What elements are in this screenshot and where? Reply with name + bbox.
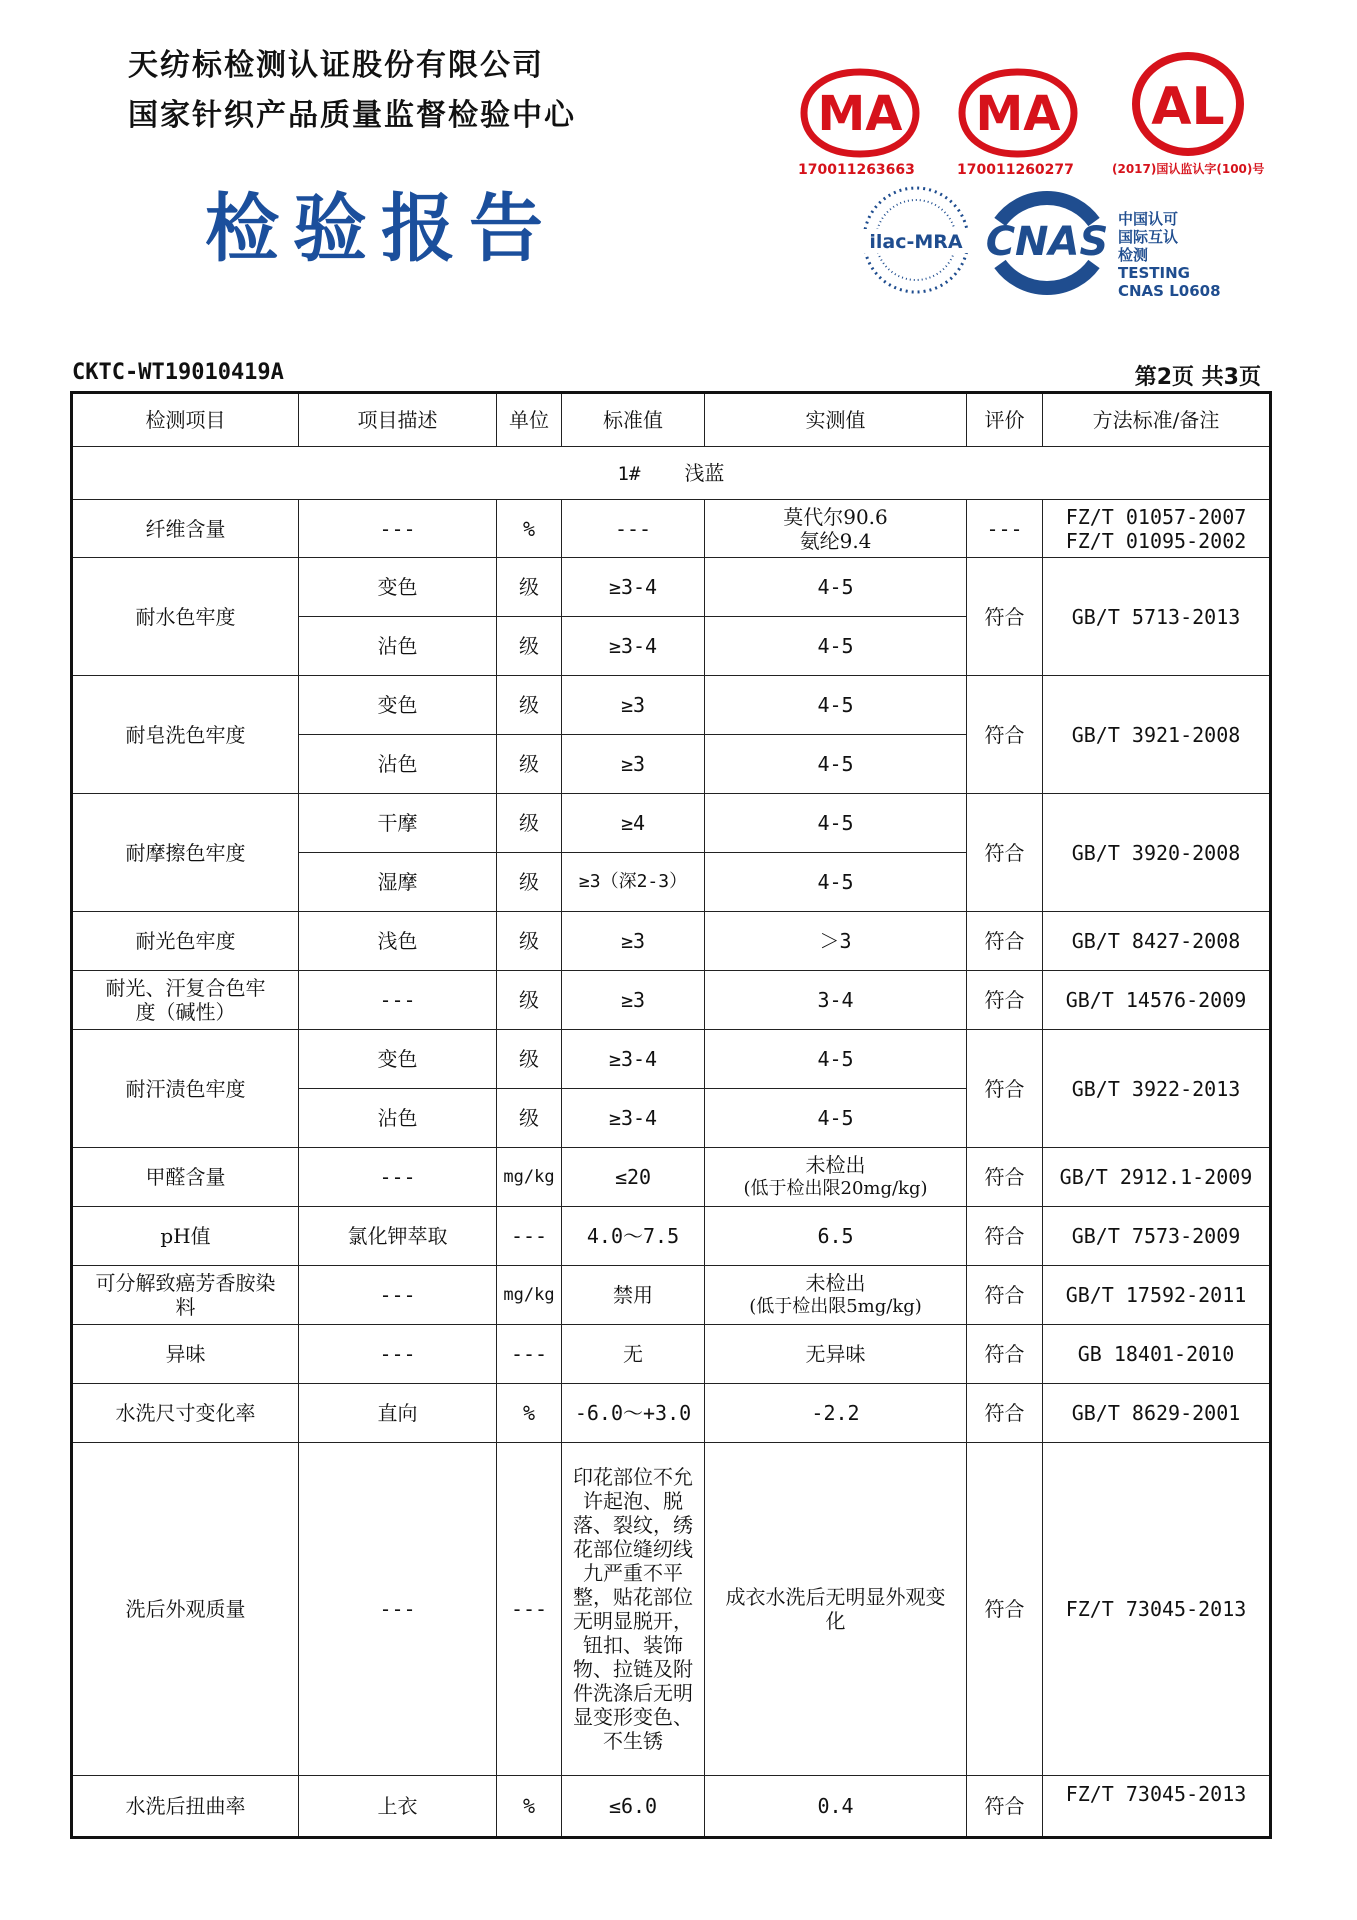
std-line: 印花部位不允 [573, 1465, 693, 1489]
method-line: FZ/T 01057-2007 [1065, 504, 1247, 529]
measured-cell: 4-5 [705, 735, 967, 794]
unit-cell: % [497, 500, 562, 558]
desc-cell: --- [299, 500, 497, 558]
std-line: 花部位缝纫线 [573, 1537, 693, 1561]
measured-cell: 6.5 [705, 1207, 967, 1266]
item-line: 料 [175, 1295, 196, 1319]
method-cell [1043, 500, 1271, 558]
std-line: 不生锈 [603, 1729, 663, 1753]
std-cell: ≥4 [562, 794, 705, 853]
table-header-row [72, 393, 1271, 447]
item-line: 耐光、汗复合色牢 [105, 976, 266, 1000]
table-row [72, 971, 1271, 1030]
desc-cell: --- [299, 971, 497, 1030]
item-cell: 洗后外观质量 [72, 1443, 299, 1776]
unit-cell: 级 [497, 558, 562, 617]
cal-seal-text: AL [1151, 77, 1225, 137]
header-cell: 实测值 [705, 393, 967, 447]
unit-cell: % [497, 1384, 562, 1443]
std-cell: -6.0～+3.0 [562, 1384, 705, 1443]
eval-cell: 符合 [967, 1776, 1043, 1838]
std-cell: 4.0～7.5 [562, 1207, 705, 1266]
std-line: 许起泡、脱 [583, 1489, 683, 1513]
measured-line: 莫代尔90.6 [783, 504, 888, 529]
eval-cell: 符合 [967, 1443, 1043, 1776]
measured-line: (低于检出限20mg/kg) [743, 1178, 928, 1199]
ilac-mra-icon [858, 182, 974, 298]
eval-cell: 符合 [967, 1384, 1043, 1443]
measured-cell: -2.2 [705, 1384, 967, 1443]
item-cell: 耐摩擦色牢度 [72, 794, 299, 912]
table-row [72, 1384, 1271, 1443]
std-cell: ≥3 [562, 735, 705, 794]
eval-cell: 符合 [967, 1266, 1043, 1325]
table-row [72, 912, 1271, 971]
measured-line: 氨纶9.4 [799, 528, 872, 553]
std-line: 落、裂纹，绣 [573, 1513, 693, 1537]
item-cell [72, 1266, 299, 1325]
method-line: FZ/T 01095-2002 [1065, 528, 1247, 553]
unit-cell: 级 [497, 1030, 562, 1089]
std-cell: ≥3-4 [562, 617, 705, 676]
measured-line: 化 [825, 1609, 846, 1633]
ma-seal-icon [958, 68, 1078, 158]
org-name-line1: 天纺标检测认证股份有限公司 [128, 48, 544, 83]
desc-cell: 沾色 [299, 735, 497, 794]
cnas-desc-line: 中国认可 [1118, 210, 1179, 228]
ma-seal-text-2: MA [975, 86, 1061, 142]
measured-line: 成衣水洗后无明显外观变 [725, 1585, 946, 1609]
std-cell: ≥3 [562, 971, 705, 1030]
unit-cell: 级 [497, 853, 562, 912]
unit-cell: 级 [497, 971, 562, 1030]
desc-cell: 湿摩 [299, 853, 497, 912]
ma-seal-icon [800, 68, 920, 158]
std-line: 显变形变色、 [573, 1705, 693, 1729]
header-cell: 检测项目 [72, 393, 299, 447]
measured-cell [705, 1148, 967, 1207]
std-cell: ≥3-4 [562, 1089, 705, 1148]
eval-cell: 符合 [967, 1207, 1043, 1266]
std-cell: 无 [562, 1325, 705, 1384]
desc-cell: --- [299, 1443, 497, 1776]
unit-cell: mg/kg [497, 1148, 562, 1207]
std-cell: --- [562, 500, 705, 558]
cnas-desc-line: 国际互认 [1118, 228, 1179, 246]
cnas-text: CNAS [985, 219, 1109, 265]
method-cell: GB/T 8427-2008 [1043, 912, 1271, 971]
method-cell: FZ/T 73045-2013 [1043, 1776, 1271, 1838]
std-cell: ≥3 [562, 676, 705, 735]
measured-cell [705, 1443, 967, 1776]
method-cell: GB/T 3920-2008 [1043, 794, 1271, 912]
ma-seal-text-1: MA [817, 86, 903, 142]
cal-seal-icon [1130, 50, 1246, 158]
unit-cell: 级 [497, 676, 562, 735]
item-cell: 耐汗渍色牢度 [72, 1030, 299, 1148]
eval-cell: --- [967, 500, 1043, 558]
measured-cell [705, 1266, 967, 1325]
cnas-desc-line: TESTING [1118, 264, 1190, 282]
measured-cell: 4-5 [705, 794, 967, 853]
std-cell: ≥3-4 [562, 1030, 705, 1089]
item-cell [72, 971, 299, 1030]
report-title: 检验报告 [205, 186, 557, 272]
std-line: 整，贴花部位 [573, 1585, 693, 1609]
measured-cell: 0.4 [705, 1776, 967, 1838]
desc-cell: 变色 [299, 676, 497, 735]
std-cell: 禁用 [562, 1266, 705, 1325]
unit-cell: 级 [497, 617, 562, 676]
method-cell: FZ/T 73045-2013 [1043, 1443, 1271, 1776]
method-cell: GB/T 3921-2008 [1043, 676, 1271, 794]
measured-line: (低于检出限5mg/kg) [749, 1296, 922, 1317]
page-info: 第2页 共3页 [1134, 365, 1261, 390]
measured-cell: ＞3 [705, 912, 967, 971]
cnas-desc-line: CNAS L0608 [1118, 282, 1221, 300]
report-table [70, 391, 1272, 1839]
desc-cell: 浅色 [299, 912, 497, 971]
method-cell: GB/T 14576-2009 [1043, 971, 1271, 1030]
eval-cell: 符合 [967, 1325, 1043, 1384]
method-cell: GB/T 3922-2013 [1043, 1030, 1271, 1148]
desc-cell: 干摩 [299, 794, 497, 853]
measured-cell: 4-5 [705, 853, 967, 912]
item-cell: 异味 [72, 1325, 299, 1384]
table-row [72, 500, 1271, 558]
org-name-line2: 国家针织产品质量监督检验中心 [128, 98, 576, 133]
unit-cell: mg/kg [497, 1266, 562, 1325]
cnas-desc-line: 检测 [1118, 246, 1149, 264]
measured-cell: 无异味 [705, 1325, 967, 1384]
item-line: 度（碱性） [135, 1000, 236, 1024]
table-row [72, 1325, 1271, 1384]
desc-cell: 变色 [299, 1030, 497, 1089]
std-line: 九严重不平 [583, 1561, 683, 1585]
measured-line: 未检出 [805, 1271, 866, 1295]
std-cell: ≥3-4 [562, 558, 705, 617]
sample-row [72, 447, 1271, 500]
unit-cell: --- [497, 1443, 562, 1776]
desc-cell: 氯化钾萃取 [299, 1207, 497, 1266]
eval-cell: 符合 [967, 676, 1043, 794]
item-cell: 纤维含量 [72, 500, 299, 558]
eval-cell: 符合 [967, 558, 1043, 676]
unit-cell: 级 [497, 735, 562, 794]
std-cell: ≥3 [562, 912, 705, 971]
std-cell: ≥3（深2-3） [562, 853, 705, 912]
cnas-description [1118, 210, 1221, 300]
header-cell: 单位 [497, 393, 562, 447]
std-line: 物、拉链及附 [573, 1657, 693, 1681]
document-number: CKTC-WT19010419A [72, 360, 284, 385]
eval-cell: 符合 [967, 912, 1043, 971]
unit-cell: 级 [497, 1089, 562, 1148]
item-cell: 耐光色牢度 [72, 912, 299, 971]
desc-cell: 上衣 [299, 1776, 497, 1838]
header-cell: 评价 [967, 393, 1043, 447]
cnas-icon [982, 182, 1112, 302]
measured-line: 未检出 [805, 1153, 866, 1177]
table-row [72, 1030, 1271, 1089]
std-cell: ≤20 [562, 1148, 705, 1207]
measured-cell: 4-5 [705, 1089, 967, 1148]
ma-reg-no-2: 170011260277 [957, 162, 1074, 178]
measured-cell: 4-5 [705, 676, 967, 735]
desc-cell: --- [299, 1148, 497, 1207]
table-row [72, 1148, 1271, 1207]
header-cell: 项目描述 [299, 393, 497, 447]
table-row [72, 1776, 1271, 1838]
item-cell: 甲醛含量 [72, 1148, 299, 1207]
table-row [72, 1207, 1271, 1266]
header-cell: 方法标准/备注 [1043, 393, 1271, 447]
std-line: 钮扣、装饰 [583, 1633, 683, 1657]
measured-cell [705, 500, 967, 558]
method-cell: GB/T 5713-2013 [1043, 558, 1271, 676]
method-cell: GB 18401-2010 [1043, 1325, 1271, 1384]
unit-cell: --- [497, 1325, 562, 1384]
unit-cell: % [497, 1776, 562, 1838]
item-cell: 水洗尺寸变化率 [72, 1384, 299, 1443]
table-row [72, 676, 1271, 735]
desc-cell: 沾色 [299, 1089, 497, 1148]
measured-cell: 4-5 [705, 1030, 967, 1089]
measured-cell: 4-5 [705, 617, 967, 676]
method-cell: GB/T 7573-2009 [1043, 1207, 1271, 1266]
item-cell: 耐水色牢度 [72, 558, 299, 676]
method-cell: GB/T 2912.1-2009 [1043, 1148, 1271, 1207]
eval-cell: 符合 [967, 1148, 1043, 1207]
desc-cell: 变色 [299, 558, 497, 617]
item-line: 可分解致癌芳香胺染 [95, 1271, 276, 1295]
header-cell: 标准值 [562, 393, 705, 447]
desc-cell: --- [299, 1325, 497, 1384]
item-cell: 耐皂洗色牢度 [72, 676, 299, 794]
std-cell [562, 1443, 705, 1776]
measured-cell: 4-5 [705, 558, 967, 617]
item-cell: 水洗后扭曲率 [72, 1776, 299, 1838]
ilac-mra-text: ilac-MRA [869, 231, 963, 253]
eval-cell: 符合 [967, 1030, 1043, 1148]
ma-reg-no-1: 170011263663 [798, 162, 915, 178]
unit-cell: 级 [497, 912, 562, 971]
std-line: 件洗涤后无明 [573, 1681, 693, 1705]
unit-cell: --- [497, 1207, 562, 1266]
eval-cell: 符合 [967, 971, 1043, 1030]
method-cell: GB/T 8629-2001 [1043, 1384, 1271, 1443]
sample-id: 1# [617, 462, 641, 485]
cal-reg-no: (2017)国认监认字(100)号 [1112, 162, 1265, 176]
table-row [72, 1443, 1271, 1776]
sample-color: 浅蓝 [684, 460, 725, 485]
sample-cell [72, 447, 1271, 500]
desc-cell: 直向 [299, 1384, 497, 1443]
table-row [72, 558, 1271, 617]
unit-cell: 级 [497, 794, 562, 853]
std-line: 无明显脱开， [573, 1609, 693, 1633]
table-row [72, 1266, 1271, 1325]
table-row [72, 794, 1271, 853]
method-cell: GB/T 17592-2011 [1043, 1266, 1271, 1325]
std-cell: ≤6.0 [562, 1776, 705, 1838]
desc-cell: 沾色 [299, 617, 497, 676]
measured-cell: 3-4 [705, 971, 967, 1030]
desc-cell: --- [299, 1266, 497, 1325]
item-cell: pH值 [72, 1207, 299, 1266]
eval-cell: 符合 [967, 794, 1043, 912]
